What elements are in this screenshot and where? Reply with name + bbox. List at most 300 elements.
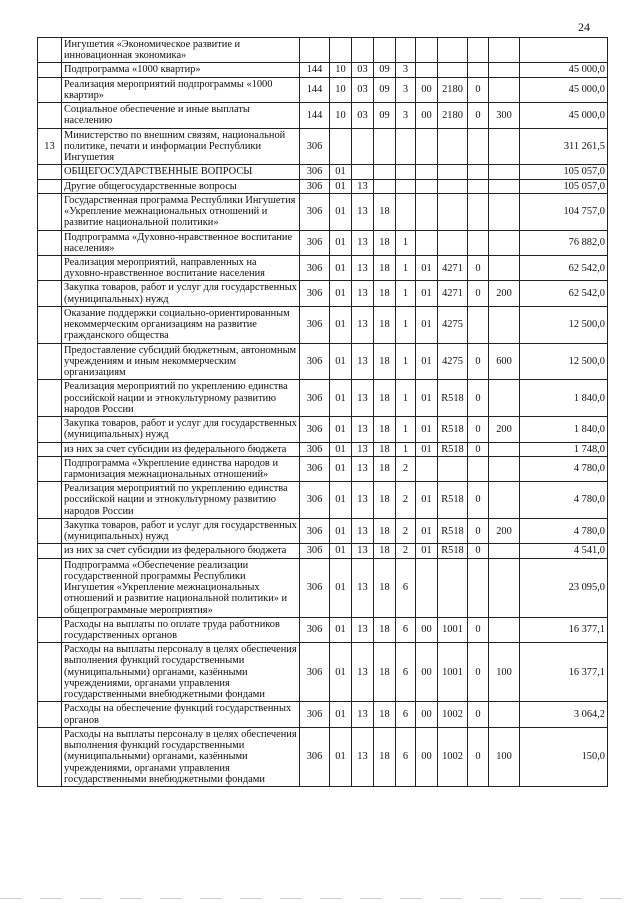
row-index — [38, 417, 62, 442]
direction-suffix — [468, 558, 489, 617]
subsection-code: 13 — [352, 643, 374, 702]
program-code: 18 — [374, 558, 396, 617]
amount: 150,0 — [520, 727, 608, 786]
subsection-code: 13 — [352, 544, 374, 558]
row-index — [38, 230, 62, 255]
table-row — [38, 165, 608, 179]
expense-name: из них за счет субсидии из федерального бюджета — [62, 544, 300, 558]
expense-type-code: 600 — [489, 343, 520, 380]
expense-name: Реализация мероприятий, направленных на духовно-нравственное воспитание населения — [62, 255, 300, 280]
ministry-code: 306 — [300, 128, 330, 165]
subsection-code — [352, 38, 374, 63]
program-code: 18 — [374, 255, 396, 280]
ministry-code: 306 — [300, 281, 330, 306]
direction-code: 1001 — [438, 643, 468, 702]
amount: 4 780,0 — [520, 482, 608, 519]
subprogram-code: 6 — [396, 643, 416, 702]
subprogram-code: 2 — [396, 482, 416, 519]
ministry-code: 306 — [300, 255, 330, 280]
section-code: 01 — [330, 417, 352, 442]
direction-code: 2180 — [438, 103, 468, 128]
event-code — [416, 558, 438, 617]
program-code: 18 — [374, 343, 396, 380]
expense-name: Закупка товаров, работ и услуг для государственных (муниципальных) нужд — [62, 281, 300, 306]
event-code: 01 — [416, 544, 438, 558]
program-code: 18 — [374, 417, 396, 442]
ministry-code: 306 — [300, 518, 330, 543]
expense-type-code — [489, 617, 520, 642]
event-code: 01 — [416, 482, 438, 519]
event-code: 00 — [416, 643, 438, 702]
amount — [520, 38, 608, 63]
program-code: 18 — [374, 306, 396, 343]
row-index — [38, 456, 62, 481]
direction-suffix: 0 — [468, 482, 489, 519]
direction-code: 4271 — [438, 255, 468, 280]
subprogram-code: 1 — [396, 255, 416, 280]
amount: 45 000,0 — [520, 63, 608, 77]
subprogram-code: 1 — [396, 417, 416, 442]
amount: 4 541,0 — [520, 544, 608, 558]
direction-suffix: 0 — [468, 702, 489, 727]
row-index — [38, 306, 62, 343]
subprogram-code: 1 — [396, 281, 416, 306]
row-index — [38, 77, 62, 102]
subsection-code: 13 — [352, 255, 374, 280]
amount: 16 377,1 — [520, 617, 608, 642]
event-code: 00 — [416, 77, 438, 102]
program-code: 18 — [374, 544, 396, 558]
expense-type-code — [489, 193, 520, 230]
direction-code: 4271 — [438, 281, 468, 306]
amount: 105 057,0 — [520, 165, 608, 179]
expense-name: Оказание поддержки социально-ориентированным некоммерческим организациям на развитие гражданского общества — [62, 306, 300, 343]
table-row — [38, 417, 608, 442]
table-row — [38, 306, 608, 343]
expense-name: Предоставление субсидий бюджетным, автономным учреждениям и иным некоммерческим организациям — [62, 343, 300, 380]
subsection-code — [352, 128, 374, 165]
direction-code: 4275 — [438, 306, 468, 343]
subsection-code: 03 — [352, 103, 374, 128]
ministry-code: 306 — [300, 343, 330, 380]
event-code: 00 — [416, 103, 438, 128]
direction-code: 2180 — [438, 77, 468, 102]
table-row — [38, 128, 608, 165]
direction-suffix: 0 — [468, 77, 489, 102]
subsection-code: 13 — [352, 193, 374, 230]
table-row — [38, 63, 608, 77]
expense-type-code — [489, 255, 520, 280]
amount: 104 757,0 — [520, 193, 608, 230]
section-code: 10 — [330, 103, 352, 128]
program-code: 18 — [374, 230, 396, 255]
program-code: 18 — [374, 643, 396, 702]
expense-type-code: 300 — [489, 103, 520, 128]
subsection-code: 13 — [352, 230, 374, 255]
subsection-code: 13 — [352, 727, 374, 786]
amount: 311 261,5 — [520, 128, 608, 165]
subprogram-code — [396, 165, 416, 179]
subprogram-code — [396, 193, 416, 230]
subprogram-code: 6 — [396, 558, 416, 617]
event-code — [416, 38, 438, 63]
amount: 1 840,0 — [520, 417, 608, 442]
ministry-code: 306 — [300, 442, 330, 456]
section-code: 01 — [330, 281, 352, 306]
section-code: 01 — [330, 518, 352, 543]
ministry-code: 306 — [300, 179, 330, 193]
direction-code: 4275 — [438, 343, 468, 380]
row-index — [38, 617, 62, 642]
expense-name: Подпрограмма «Духовно-нравственное воспитание населения» — [62, 230, 300, 255]
subsection-code: 13 — [352, 702, 374, 727]
direction-code: R518 — [438, 482, 468, 519]
row-index — [38, 558, 62, 617]
event-code: 01 — [416, 442, 438, 456]
expense-type-code: 100 — [489, 643, 520, 702]
direction-code: R518 — [438, 518, 468, 543]
direction-code — [438, 165, 468, 179]
program-code — [374, 179, 396, 193]
amount: 4 780,0 — [520, 456, 608, 481]
program-code: 09 — [374, 63, 396, 77]
table-row — [38, 343, 608, 380]
ministry-code: 144 — [300, 63, 330, 77]
ministry-code: 306 — [300, 417, 330, 442]
expense-name: Расходы на выплаты по оплате труда работников государственных органов — [62, 617, 300, 642]
direction-suffix: 0 — [468, 617, 489, 642]
expense-type-code: 200 — [489, 518, 520, 543]
event-code: 00 — [416, 702, 438, 727]
section-code: 01 — [330, 482, 352, 519]
amount: 45 000,0 — [520, 103, 608, 128]
table-row — [38, 38, 608, 63]
direction-suffix — [468, 165, 489, 179]
subprogram-code: 3 — [396, 103, 416, 128]
ministry-code: 306 — [300, 702, 330, 727]
expense-name: Подпрограмма «Обеспечение реализации государственной программы Республики Ингушетия «Укрепление межнациональных отношений и развитие национальной политики» и общепрограммные мероприятия» — [62, 558, 300, 617]
table-row — [38, 702, 608, 727]
event-code: 01 — [416, 306, 438, 343]
ministry-code: 306 — [300, 558, 330, 617]
direction-suffix — [468, 179, 489, 193]
subsection-code — [352, 165, 374, 179]
subprogram-code — [396, 38, 416, 63]
direction-code: 1002 — [438, 702, 468, 727]
table-row — [38, 281, 608, 306]
section-code: 01 — [330, 442, 352, 456]
program-code: 18 — [374, 482, 396, 519]
direction-code: R518 — [438, 380, 468, 417]
section-code: 01 — [330, 544, 352, 558]
table-row — [38, 193, 608, 230]
event-code: 00 — [416, 617, 438, 642]
ministry-code: 306 — [300, 643, 330, 702]
direction-code: 1001 — [438, 617, 468, 642]
event-code: 00 — [416, 727, 438, 786]
direction-suffix — [468, 128, 489, 165]
subsection-code: 13 — [352, 558, 374, 617]
program-code: 18 — [374, 518, 396, 543]
subsection-code: 13 — [352, 380, 374, 417]
direction-suffix — [468, 456, 489, 481]
section-code: 01 — [330, 558, 352, 617]
row-index — [38, 38, 62, 63]
row-index — [38, 165, 62, 179]
program-code: 18 — [374, 380, 396, 417]
row-index: 13 — [38, 128, 62, 165]
event-code — [416, 193, 438, 230]
program-code — [374, 165, 396, 179]
amount: 105 057,0 — [520, 179, 608, 193]
row-index — [38, 380, 62, 417]
subsection-code: 13 — [352, 482, 374, 519]
event-code: 01 — [416, 417, 438, 442]
amount: 3 064,2 — [520, 702, 608, 727]
subprogram-code: 2 — [396, 518, 416, 543]
program-code: 18 — [374, 617, 396, 642]
program-code: 18 — [374, 702, 396, 727]
subprogram-code — [396, 179, 416, 193]
expense-type-code — [489, 482, 520, 519]
expense-type-code — [489, 442, 520, 456]
subprogram-code: 1 — [396, 380, 416, 417]
row-index — [38, 63, 62, 77]
ministry-code — [300, 38, 330, 63]
expense-type-code — [489, 544, 520, 558]
expense-type-code — [489, 230, 520, 255]
amount: 12 500,0 — [520, 306, 608, 343]
section-code: 01 — [330, 255, 352, 280]
section-code: 01 — [330, 193, 352, 230]
subprogram-code: 2 — [396, 456, 416, 481]
expense-type-code: 200 — [489, 417, 520, 442]
expense-type-code — [489, 128, 520, 165]
program-code: 09 — [374, 77, 396, 102]
section-code: 01 — [330, 230, 352, 255]
budget-table — [37, 37, 608, 787]
event-code — [416, 128, 438, 165]
section-code: 01 — [330, 643, 352, 702]
expense-name: Социальное обеспечение и иные выплаты населению — [62, 103, 300, 128]
direction-code — [438, 38, 468, 63]
row-index — [38, 179, 62, 193]
subprogram-code: 1 — [396, 230, 416, 255]
subsection-code: 13 — [352, 442, 374, 456]
direction-suffix: 0 — [468, 643, 489, 702]
expense-name: Расходы на выплаты персоналу в целях обеспечения выполнения функций государственными (муниципальными) органами, казёнными учреждениями, органами управления государственными внебюджетными фондами — [62, 643, 300, 702]
subprogram-code — [396, 128, 416, 165]
subsection-code: 13 — [352, 343, 374, 380]
expense-type-code: 100 — [489, 727, 520, 786]
expense-type-code — [489, 165, 520, 179]
expense-name: Реализация мероприятий подпрограммы «1000 квартир» — [62, 77, 300, 102]
expense-name: Министерство по внешним связям, национальной политике, печати и информации Республики Ингушетия — [62, 128, 300, 165]
expense-name: Расходы на выплаты персоналу в целях обеспечения выполнения функций государственными (муниципальными) органами, казёнными учреждениями, органами управления государственными внебюджетными фондами — [62, 727, 300, 786]
table-row — [38, 77, 608, 102]
direction-code: R518 — [438, 544, 468, 558]
table-row — [38, 103, 608, 128]
amount: 16 377,1 — [520, 643, 608, 702]
direction-code — [438, 193, 468, 230]
amount: 12 500,0 — [520, 343, 608, 380]
row-index — [38, 544, 62, 558]
expense-type-code — [489, 306, 520, 343]
row-index — [38, 727, 62, 786]
row-index — [38, 702, 62, 727]
direction-code — [438, 128, 468, 165]
section-code: 01 — [330, 380, 352, 417]
ministry-code: 306 — [300, 617, 330, 642]
direction-suffix: 0 — [468, 518, 489, 543]
subsection-code: 13 — [352, 306, 374, 343]
expense-type-code — [489, 63, 520, 77]
program-code: 09 — [374, 103, 396, 128]
row-index — [38, 255, 62, 280]
table-row — [38, 179, 608, 193]
ministry-code: 306 — [300, 380, 330, 417]
ministry-code: 306 — [300, 482, 330, 519]
table-row — [38, 230, 608, 255]
direction-code: R518 — [438, 442, 468, 456]
table-row — [38, 380, 608, 417]
expense-type-code — [489, 77, 520, 102]
expense-name: Расходы на обеспечение функций государственных органов — [62, 702, 300, 727]
direction-suffix: 0 — [468, 103, 489, 128]
direction-suffix: 0 — [468, 442, 489, 456]
expense-type-code — [489, 456, 520, 481]
table-row — [38, 617, 608, 642]
direction-code: 1002 — [438, 727, 468, 786]
event-code — [416, 456, 438, 481]
expense-type-code — [489, 179, 520, 193]
direction-suffix — [468, 306, 489, 343]
table-row — [38, 255, 608, 280]
program-code — [374, 38, 396, 63]
subsection-code: 13 — [352, 518, 374, 543]
direction-code — [438, 558, 468, 617]
section-code: 10 — [330, 77, 352, 102]
row-index — [38, 193, 62, 230]
direction-suffix: 0 — [468, 380, 489, 417]
expense-name: Реализация мероприятий по укреплению единства российской нации и этнокультурному развитию народов России — [62, 482, 300, 519]
section-code: 01 — [330, 343, 352, 380]
event-code — [416, 179, 438, 193]
section-code: 01 — [330, 179, 352, 193]
subprogram-code: 3 — [396, 77, 416, 102]
expense-name: Подпрограмма «1000 квартир» — [62, 63, 300, 77]
direction-suffix: 0 — [468, 544, 489, 558]
direction-suffix — [468, 38, 489, 63]
event-code: 01 — [416, 281, 438, 306]
section-code: 01 — [330, 727, 352, 786]
table-row — [38, 643, 608, 702]
amount: 62 542,0 — [520, 281, 608, 306]
program-code: 18 — [374, 727, 396, 786]
section-code: 01 — [330, 306, 352, 343]
expense-name: Закупка товаров, работ и услуг для государственных (муниципальных) нужд — [62, 518, 300, 543]
amount: 1 748,0 — [520, 442, 608, 456]
direction-suffix: 0 — [468, 343, 489, 380]
expense-name: Подпрограмма «Укрепление единства народов и гармонизация межнациональных отношений» — [62, 456, 300, 481]
subprogram-code: 6 — [396, 617, 416, 642]
section-code — [330, 38, 352, 63]
subprogram-code: 3 — [396, 63, 416, 77]
subprogram-code: 2 — [396, 544, 416, 558]
amount: 76 882,0 — [520, 230, 608, 255]
expense-type-code: 200 — [489, 281, 520, 306]
direction-suffix: 0 — [468, 417, 489, 442]
amount: 62 542,0 — [520, 255, 608, 280]
program-code: 18 — [374, 193, 396, 230]
table-row — [38, 482, 608, 519]
program-code: 18 — [374, 442, 396, 456]
section-code — [330, 128, 352, 165]
page-number: 24 — [578, 20, 590, 34]
ministry-code: 306 — [300, 456, 330, 481]
section-code: 01 — [330, 617, 352, 642]
subprogram-code: 1 — [396, 442, 416, 456]
ministry-code: 144 — [300, 103, 330, 128]
direction-suffix: 0 — [468, 281, 489, 306]
subsection-code: 13 — [352, 456, 374, 481]
program-code — [374, 128, 396, 165]
row-index — [38, 482, 62, 519]
row-index — [38, 343, 62, 380]
subprogram-code: 1 — [396, 306, 416, 343]
table-row — [38, 544, 608, 558]
section-code: 01 — [330, 456, 352, 481]
amount: 45 000,0 — [520, 77, 608, 102]
expense-name: Закупка товаров, работ и услуг для государственных (муниципальных) нужд — [62, 417, 300, 442]
amount: 1 840,0 — [520, 380, 608, 417]
event-code: 01 — [416, 343, 438, 380]
table-row — [38, 456, 608, 481]
ministry-code: 306 — [300, 306, 330, 343]
direction-suffix: 0 — [468, 727, 489, 786]
table-row — [38, 727, 608, 786]
ministry-code: 306 — [300, 230, 330, 255]
subprogram-code: 6 — [396, 727, 416, 786]
expense-name: ОБЩЕГОСУДАРСТВЕННЫЕ ВОПРОСЫ — [62, 165, 300, 179]
direction-code — [438, 179, 468, 193]
event-code: 01 — [416, 380, 438, 417]
amount: 23 095,0 — [520, 558, 608, 617]
subsection-code: 13 — [352, 617, 374, 642]
section-code: 10 — [330, 63, 352, 77]
subsection-code: 13 — [352, 179, 374, 193]
direction-suffix — [468, 193, 489, 230]
expense-name: Ингушетия «Экономическое развитие и инновационная экономика» — [62, 38, 300, 63]
amount: 4 780,0 — [520, 518, 608, 543]
ministry-code: 306 — [300, 165, 330, 179]
event-code — [416, 63, 438, 77]
ministry-code: 306 — [300, 544, 330, 558]
program-code: 18 — [374, 456, 396, 481]
subsection-code: 13 — [352, 417, 374, 442]
section-code: 01 — [330, 702, 352, 727]
expense-name: из них за счет субсидии из федерального бюджета — [62, 442, 300, 456]
table-row — [38, 558, 608, 617]
event-code: 01 — [416, 518, 438, 543]
row-index — [38, 643, 62, 702]
expense-type-code — [489, 702, 520, 727]
table-row — [38, 518, 608, 543]
subsection-code: 03 — [352, 63, 374, 77]
ministry-code: 306 — [300, 193, 330, 230]
ministry-code: 144 — [300, 77, 330, 102]
expense-name: Другие общегосударственные вопросы — [62, 179, 300, 193]
